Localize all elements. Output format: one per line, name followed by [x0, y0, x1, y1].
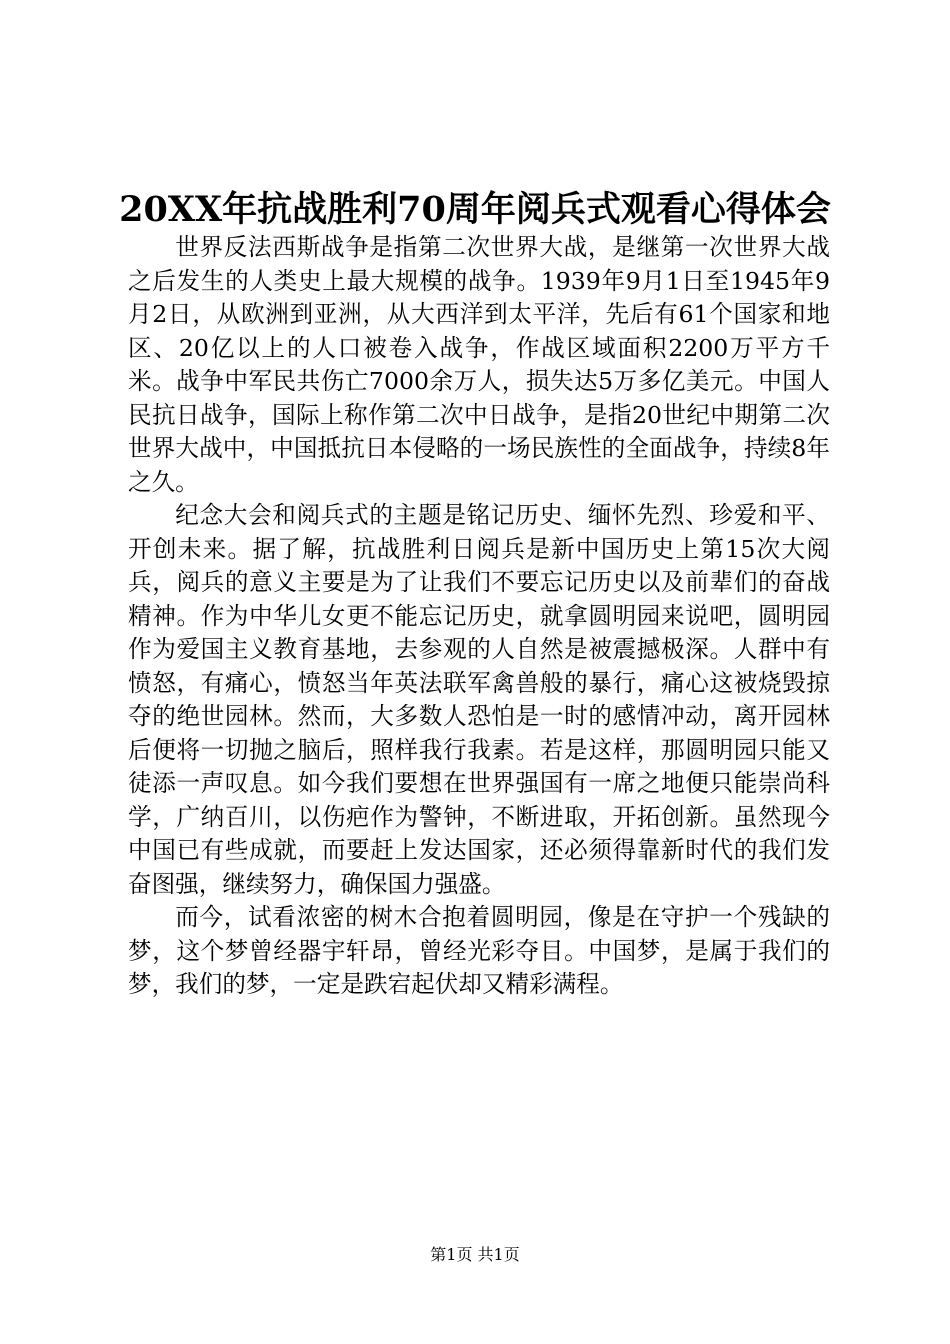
body-paragraph-2: 纪念大会和阅兵式的主题是铭记历史、缅怀先烈、珍爱和平、开创未来。据了解，抗战胜利日阅兵是新中国历史上第15次大阅兵，阅兵的意义主要是为了让我们不要忘记历史以及前辈们的奋战精神。作为中华儿女更不能忘记历史，就拿圆明园来说吧，圆明园作为爱国主义教育基地，去参观的人自然是被震撼极深。人群中有愤怒，有痛心，愤怒当年英法联军禽兽般的暴行，痛心这被烧毁掠夺的绝世园林。然而，大多数人恐怕是一时的感情冲动，离开园林后便将一切抛之脑后，照样我行我素。若是这样，那圆明园只能又徒添一声叹息。如今我们要想在世界强国有一席之地便只能崇尚科学，广纳百川，以伤疤作为警钟，不断进取，开拓创新。虽然现今中国已有些成就，而要赶上发达国家，还必须得靠新时代的我们发奋图强，继续努力，确保国力强盛。: [128, 501, 830, 898]
body-paragraph-1: 世界反法西斯战争是指第二次世界大战，是继第一次世界大战之后发生的人类史上最大规模的战争。1939年9月1日至1945年9月2日，从欧洲到亚洲，从大西洋到太平洋，先后有61个国家和地区、20亿以上的人口被卷入战争，作战区域面积2200万平方千米。战争中军民共伤亡7000余万人，损失达5万多亿美元。中国人民抗日战争，国际上称作第二次中日战争，是指20世纪中期第二次世界大战中，中国抵抗日本侵略的一场民族性的全面战争，持续8年之久。: [128, 233, 830, 496]
document-body: [128, 231, 830, 1002]
body-paragraph-3: 而今，试看浓密的树木合抱着圆明园，像是在守护一个残缺的梦，这个梦曾经器宇轩昂，曾经光彩夺目。中国梦，是属于我们的梦，我们的梦，一定是跌宕起伏却又精彩满程。: [128, 903, 830, 998]
document-title: 20XX年抗战胜利70周年阅兵式观看心得体会: [119, 189, 831, 230]
page-number-footer: 第1页 共1页: [430, 1245, 520, 1264]
